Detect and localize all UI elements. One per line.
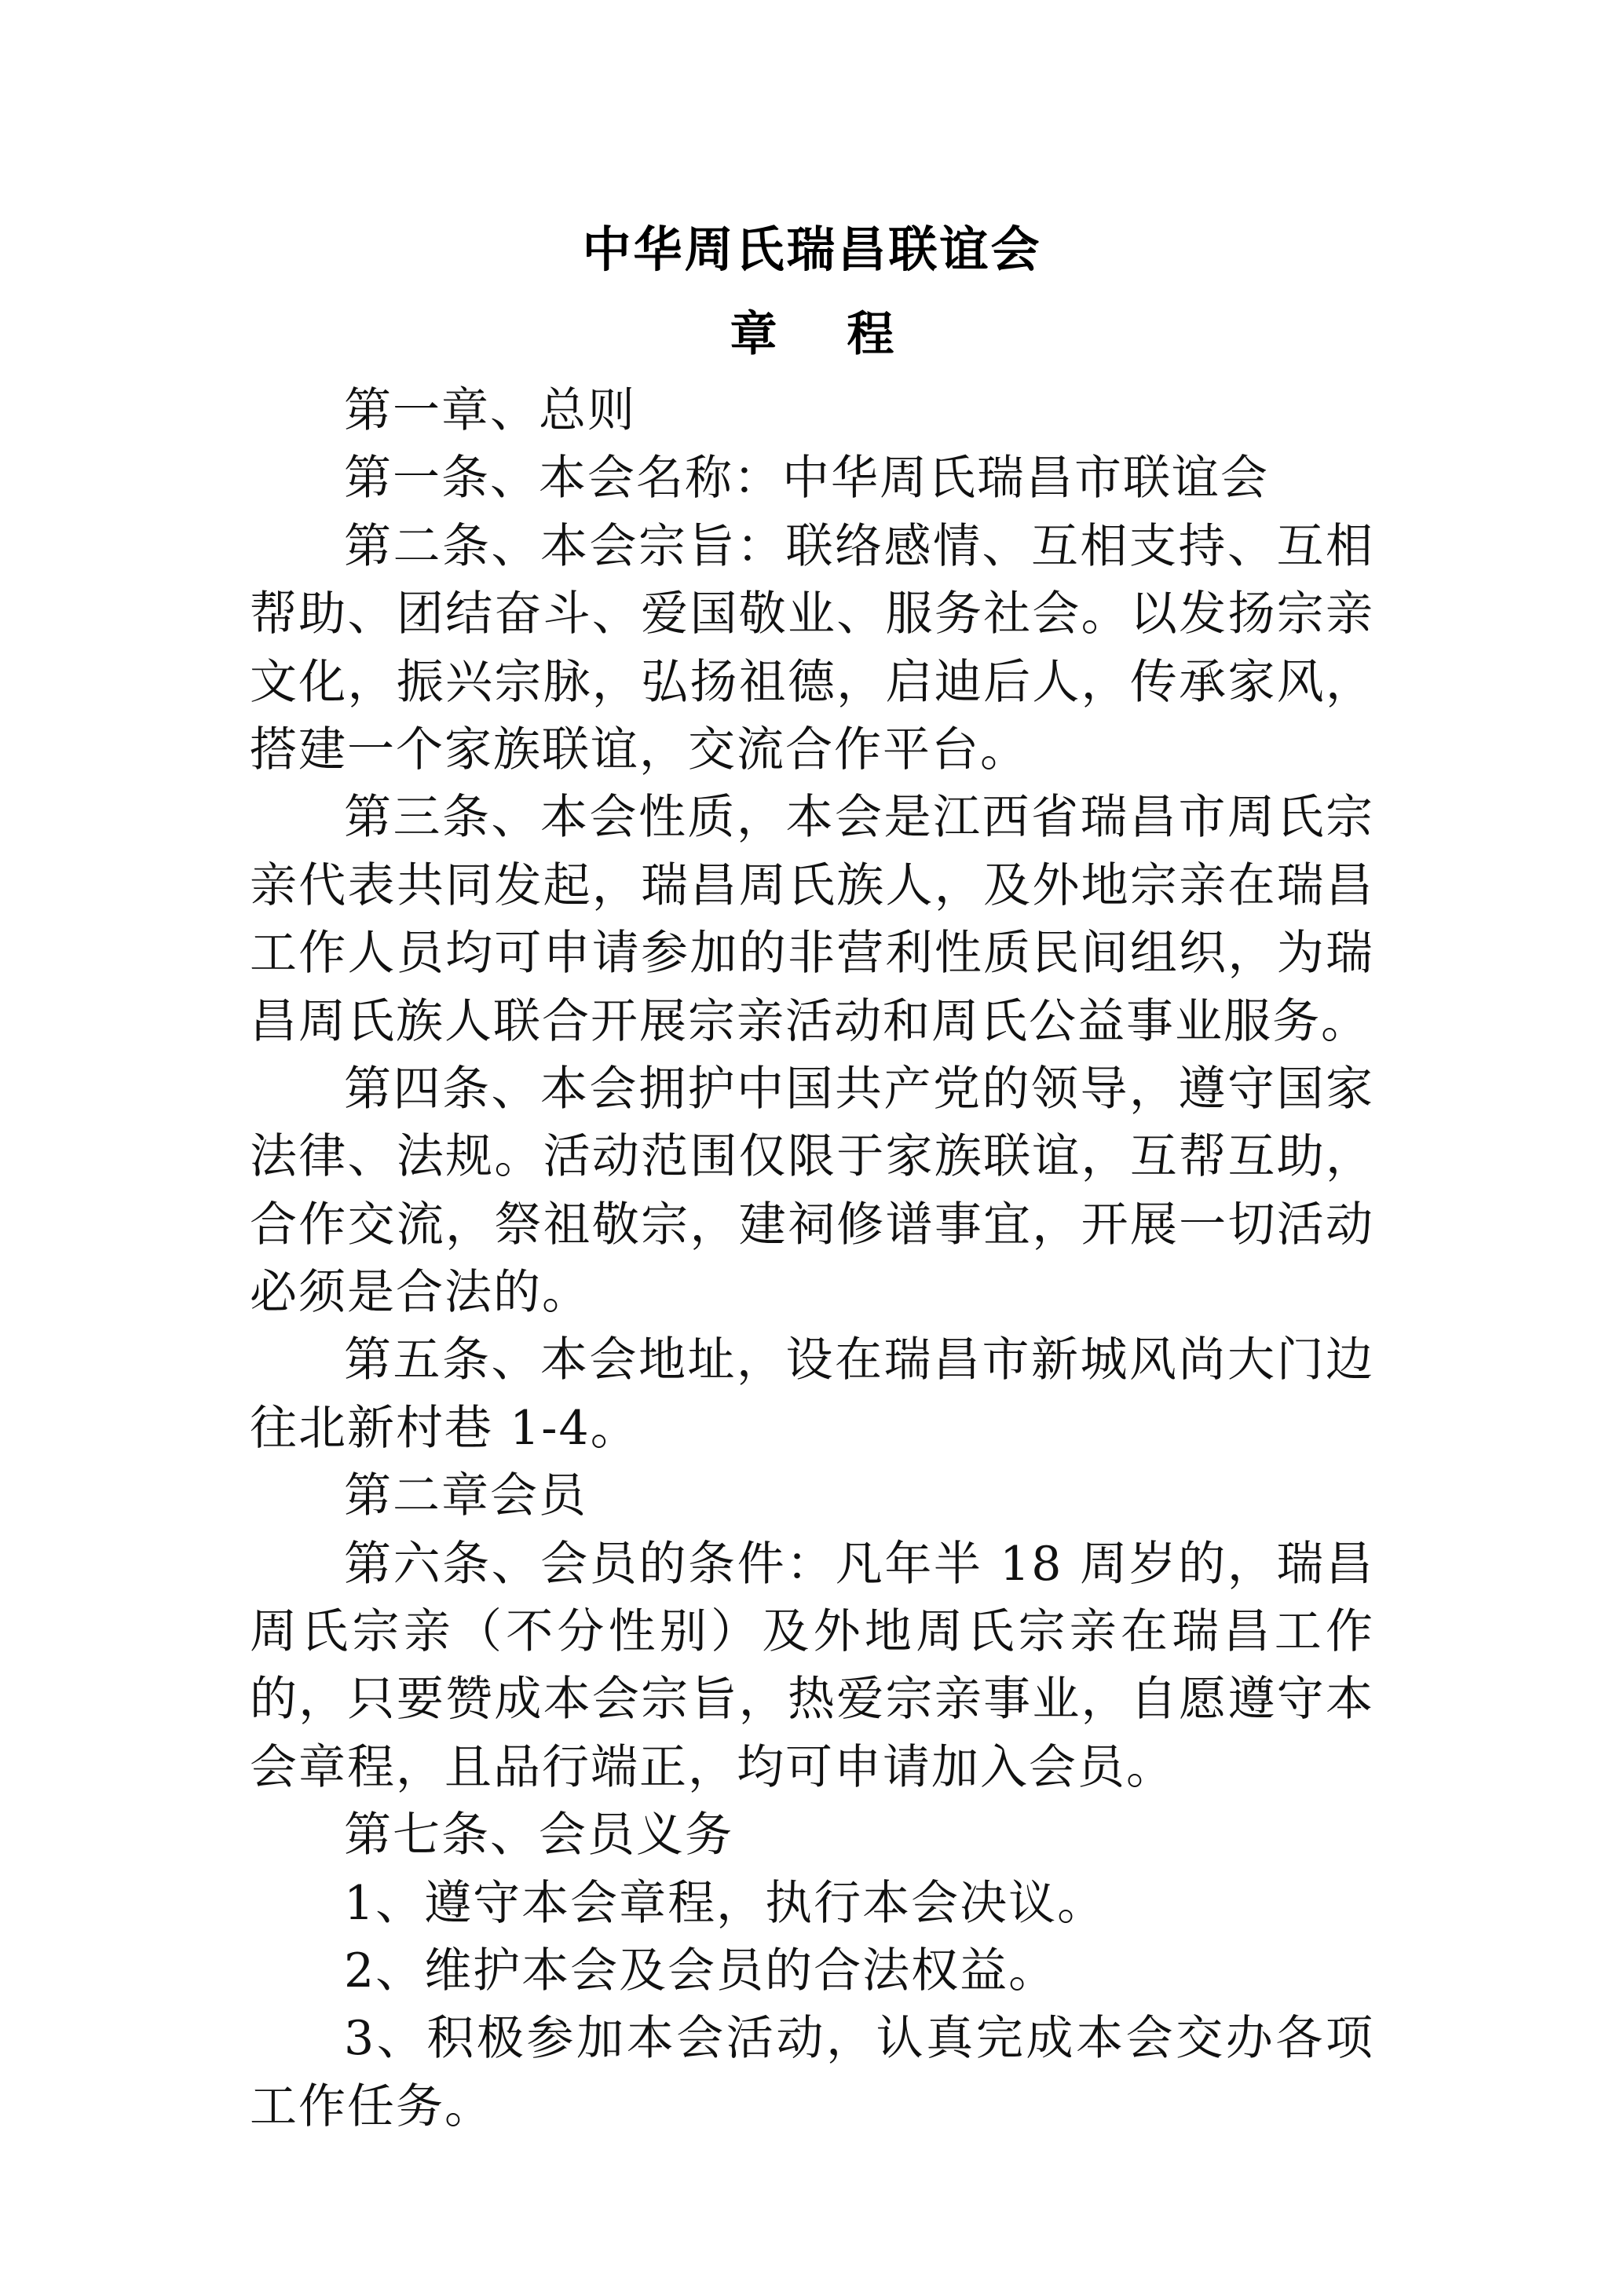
- article-7-heading: 第七条、会员义务: [344, 1808, 733, 1863]
- article-2: 第二条、本会宗旨：联络感情、互相支持、互相帮助、团结奋斗、爱国敬业、服务社会。以发扬宗亲文化，振兴宗脉，弘扬祖德，启迪后人，传承家风，搭建一个家族联谊，交流合作平台。: [250, 518, 1374, 777]
- document-subtitle: 章 程: [730, 307, 921, 362]
- chapter-2-heading: 第二章会员: [344, 1468, 587, 1524]
- document-body: [250, 377, 1374, 2141]
- article-5: 第五条、本会地址，设在瑞昌市新城风尚大门边往北新村巷 1-4。: [250, 1333, 1374, 1456]
- article-3: 第三条、本会性质，本会是江西省瑞昌市周氏宗亲代表共同发起，瑞昌周氏族人，及外地宗亲在瑞昌工作人员均可申请参加的非营利性质民间组织，为瑞昌周氏族人联合开展宗亲活动和周氏公益事业服务。: [250, 790, 1374, 1049]
- duty-item-3: 3、积极参加本会活动，认真完成本会交办各项工作任务。: [250, 2011, 1374, 2134]
- duty-item-1: 1、遵守本会章程，执行本会决议。: [344, 1875, 1106, 1931]
- chapter-1-heading: 第一章、总则: [344, 383, 636, 438]
- article-4: 第四条、本会拥护中国共产党的领导，遵守国家法律、法规。活动范围仅限于家族联谊，互帮互助，合作交流，祭祖敬宗，建祠修谱事宜，开展一切活动必须是合法的。: [250, 1061, 1374, 1321]
- duty-item-2: 2、维护本会及会员的合法权益。: [344, 1943, 1058, 1998]
- document-title: 中华周氏瑞昌联谊会: [582, 221, 1042, 278]
- article-1: 第一条、本会名称：中华周氏瑞昌市联谊会: [344, 451, 1269, 506]
- article-6: 第六条、会员的条件：凡年半 18 周岁的，瑞昌周氏宗亲（不分性别）及外地周氏宗亲在瑞昌工作的，只要赞成本会宗旨，热爱宗亲事业，自愿遵守本会章程，且品行端正，均可申请加入会员。: [250, 1536, 1374, 1795]
